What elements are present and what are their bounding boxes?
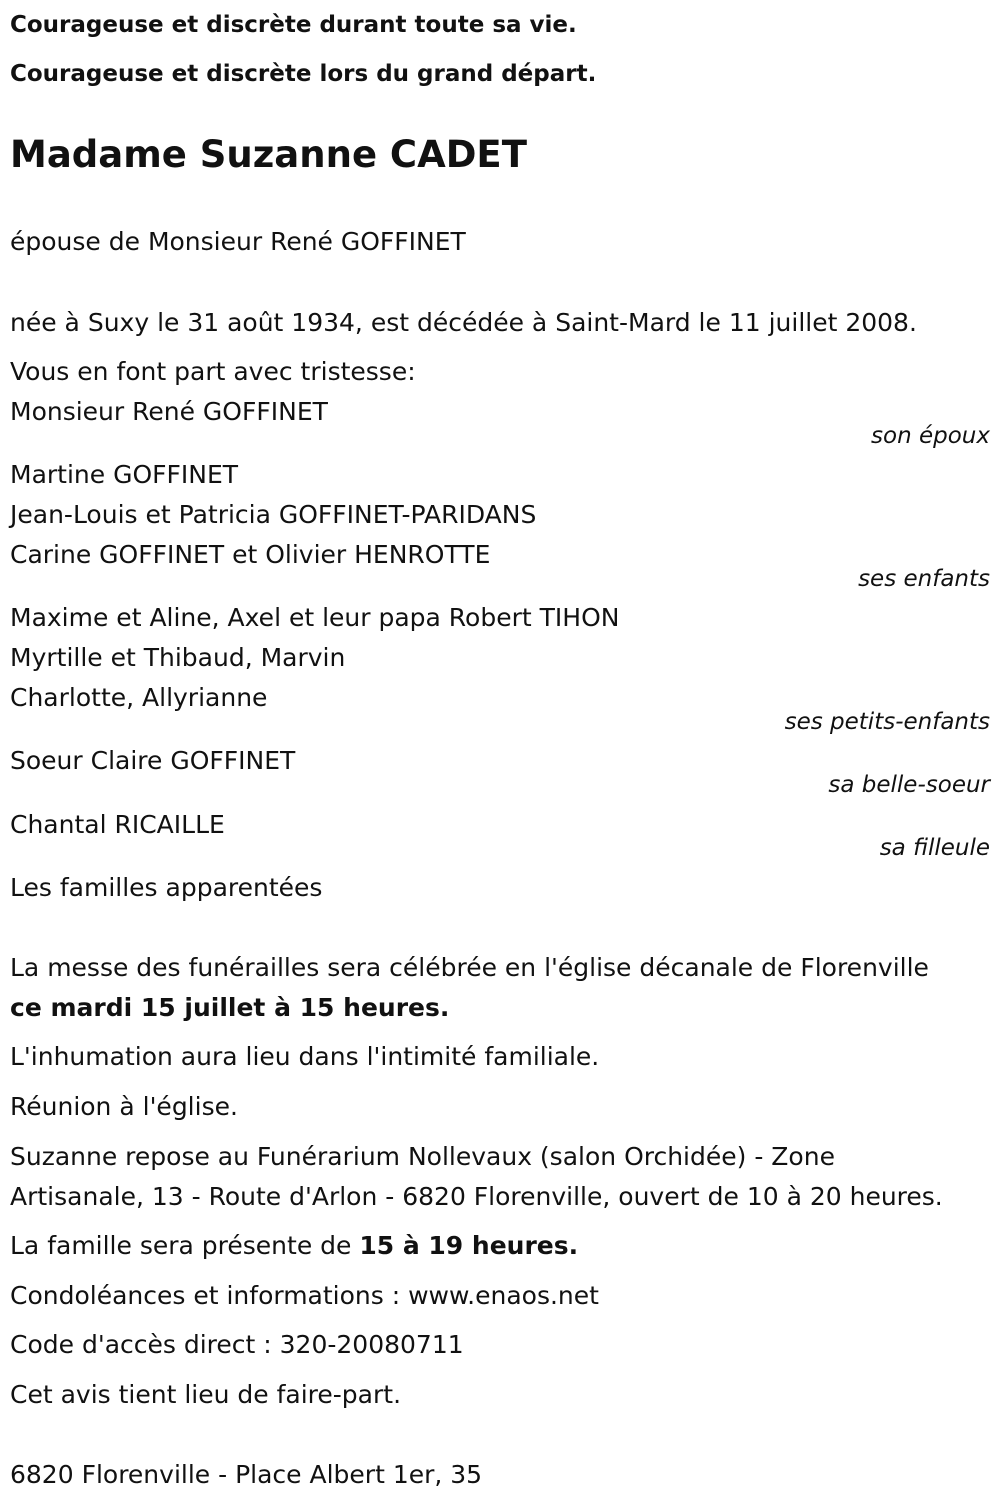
- burial-line: L'inhumation aura lieu dans l'intimité familiale.: [10, 1042, 600, 1071]
- mass-line: La messe des funérailles sera célébrée en l'église décanale de Florenville: [10, 953, 929, 982]
- notice-line: Cet avis tient lieu de faire-part.: [10, 1380, 402, 1409]
- mass-date: ce mardi 15 juillet à 15 heures.: [10, 993, 450, 1022]
- spouse-line: épouse de Monsieur René GOFFINET: [10, 227, 466, 256]
- deceased-name: Madame Suzanne CADET: [10, 133, 527, 176]
- funeral-home-line-2: Artisanale, 13 - Route d'Arlon - 6820 Florenville, ouvert de 10 à 20 heures.: [10, 1182, 943, 1211]
- birth-death-line: née à Suxy le 31 août 1934, est décédée à Saint-Mard le 11 juillet 2008.: [10, 308, 917, 337]
- family-member: Charlotte, Allyrianne: [10, 683, 268, 712]
- family-member: Monsieur René GOFFINET: [10, 397, 328, 426]
- family-member: Jean-Louis et Patricia GOFFINET-PARIDANS: [10, 500, 537, 529]
- relation-label: son époux: [871, 423, 990, 449]
- related-families: Les familles apparentées: [10, 873, 323, 902]
- relation-label: ses enfants: [858, 566, 990, 592]
- relation-label: ses petits-enfants: [784, 709, 990, 735]
- announcement-intro: Vous en font part avec tristesse:: [10, 357, 416, 386]
- relation-label: sa belle-soeur: [828, 772, 990, 798]
- relation-label: sa filleule: [879, 835, 990, 861]
- meeting-line: Réunion à l'église.: [10, 1092, 238, 1121]
- family-presence-prefix: La famille sera présente de: [10, 1231, 360, 1260]
- family-member: Carine GOFFINET et Olivier HENROTTE: [10, 540, 491, 569]
- family-member: Myrtille et Thibaud, Marvin: [10, 643, 346, 672]
- opening-quote-line-2: Courageuse et discrète lors du grand départ.: [10, 61, 597, 87]
- family-member: Martine GOFFINET: [10, 460, 239, 489]
- funeral-home-line-1: Suzanne repose au Funérarium Nollevaux (salon Orchidée) - Zone: [10, 1142, 835, 1171]
- opening-quote-line-1: Courageuse et discrète durant toute sa vie.: [10, 12, 577, 38]
- family-presence-line: [10, 1229, 578, 1263]
- family-member: Soeur Claire GOFFINET: [10, 746, 296, 775]
- family-member: Chantal RICAILLE: [10, 810, 225, 839]
- family-member: Maxime et Aline, Axel et leur papa Robert TIHON: [10, 603, 620, 632]
- family-presence-hours: 15 à 19 heures.: [359, 1231, 579, 1260]
- address-line: 6820 Florenville - Place Albert 1er, 35: [10, 1460, 483, 1489]
- condolences-line: Condoléances et informations : www.enaos.net: [10, 1281, 599, 1310]
- access-code-line: Code d'accès direct : 320-20080711: [10, 1330, 464, 1359]
